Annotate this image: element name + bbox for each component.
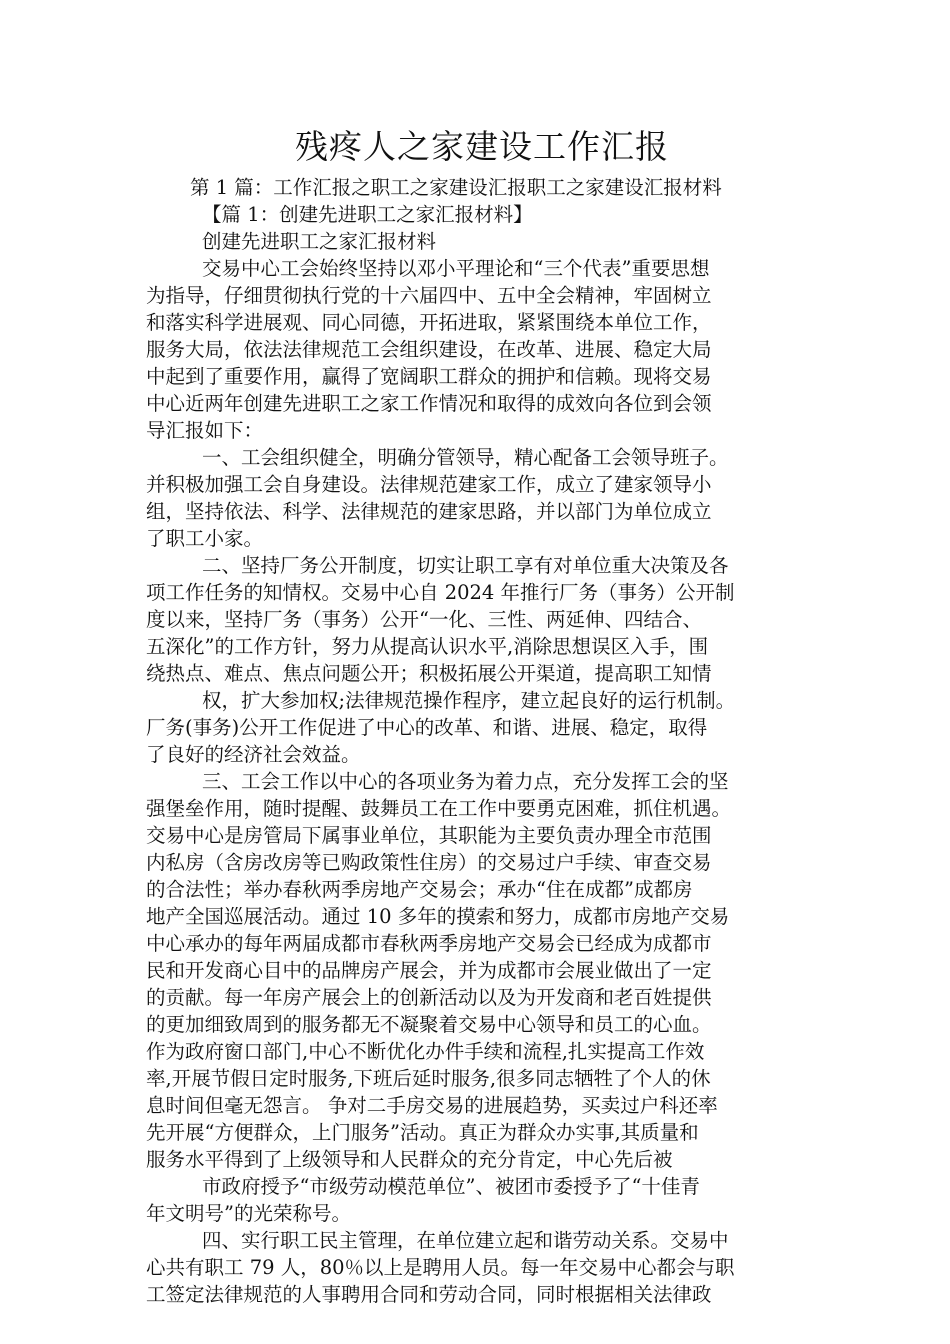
body-line: 中心承办的每年两届成都市春秋两季房地产交易会已经成为成都市 — [146, 932, 712, 955]
body-line: 年文明号”的光荣称号。 — [146, 1202, 351, 1225]
body-line: 先开展“方便群众，上门服务”活动。真正为群众办实事,其质量和 — [146, 1121, 699, 1144]
body-line: 权，扩大参加权;法律规范操作程序，建立起良好的运行机制。 — [202, 689, 736, 712]
body-line: 工签定法律规范的人事聘用合同和劳动合同，同时根据相关法律政 — [146, 1283, 712, 1306]
body-line: 导汇报如下： — [146, 419, 264, 442]
body-line: 的贡献。每一年房产展会上的创新活动以及为开发商和老百姓提供 — [146, 986, 712, 1009]
body-line: 心共有职工 79 人，80％以上是聘用人员。每一年交易中心都会与职 — [146, 1256, 735, 1279]
body-line: 并积极加强工会自身建设。法律规范建家工作，成立了建家领导小 — [146, 473, 712, 496]
body-line: 率,开展节假日定时服务,下班后延时服务,很多同志牺牲了个人的休 — [146, 1067, 711, 1090]
body-line: 中起到了重要作用，赢得了宽阔职工群众的拥护和信赖。现将交易 — [146, 365, 712, 388]
body-line: 市政府授予“市级劳动模范单位”、被团市委授予了“十佳青 — [202, 1175, 700, 1198]
document-subtitle: 第 1 篇：工作汇报之职工之家建设汇报职工之家建设汇报材料 — [190, 176, 722, 199]
body-line: 厂务(事务)公开工作促进了中心的改革、和谐、进展、稳定，取得 — [146, 716, 708, 739]
body-line: 内私房（含房改房等已购政策性住房）的交易过户手续、审查交易 — [146, 851, 712, 874]
body-line: 服务大局，依法法律规范工会组织建设，在改革、进展、稳定大局 — [146, 338, 712, 361]
body-line: 的更加细致周到的服务都无不凝聚着交易中心领导和员工的心血。 — [146, 1013, 712, 1036]
body-text — [146, 255, 810, 1308]
body-line: 组，坚持依法、科学、法律规范的建家思路，并以部门为单位成立 — [146, 500, 712, 523]
body-line: 二、坚持厂务公开制度，切实让职工享有对单位重大决策及各 — [202, 554, 729, 577]
body-line: 绕热点、难点、焦点问题公开；积极拓展公开渠道，提高职工知情 — [146, 662, 712, 685]
body-line: 为指导，仔细贯彻执行党的十六届四中、五中全会精神，牢固树立 — [146, 284, 712, 307]
body-line: 民和开发商心目中的品牌房产展会，并为成都市会展业做出了一定 — [146, 959, 712, 982]
body-line: 一、工会组织健全，明确分管领导，精心配备工会领导班子。 — [202, 446, 729, 469]
body-line: 了职工小家。 — [146, 527, 264, 550]
body-line: 项工作任务的知情权。交易中心自 2024 年推行厂务（事务）公开制 — [146, 581, 735, 604]
body-line: 中心近两年创建先进职工之家工作情况和取得的成效向各位到会领 — [146, 392, 712, 415]
body-line: 三、工会工作以中心的各项业务为着力点，充分发挥工会的坚 — [202, 770, 729, 793]
body-line: 了良好的经济社会效益。 — [146, 743, 361, 766]
body-line: 服务水平得到了上级领导和人民群众的充分肯定，中心先后被 — [146, 1148, 673, 1171]
body-line: 强堡垒作用，随时提醒、鼓舞员工在工作中要勇克困难，抓住机遇。 — [146, 797, 732, 820]
body-line: 地产全国巡展活动。通过 10 多年的摸索和努力，成都市房地产交易 — [146, 905, 730, 928]
document-page — [146, 120, 810, 1308]
body-line: 交易中心是房管局下属事业单位，其职能为主要负责办理全市范围 — [146, 824, 712, 847]
section-heading: 创建先进职工之家汇报材料 — [202, 230, 437, 253]
body-line: 和落实科学进展观、同心同德，开拓进取，紧紧围绕本单位工作， — [146, 311, 712, 334]
body-line: 作为政府窗口部门,中心不断优化办件手续和流程,扎实提高工作效 — [146, 1040, 705, 1063]
body-line: 五深化”的工作方针，努力从提高认识水平,消除思想误区入手，围 — [146, 635, 709, 658]
body-line: 度以来，坚持厂务（事务）公开“一化、三性、两延伸、四结合、 — [146, 608, 702, 631]
section-tag: 【篇 1：创建先进职工之家汇报材料】 — [202, 203, 533, 226]
body-line: 交易中心工会始终坚持以邓小平理论和“三个代表”重要思想 — [202, 257, 710, 280]
document-title: 残疼人之家建设工作汇报 — [295, 127, 669, 166]
body-line: 的合法性；举办春秋两季房地产交易会；承办“住在成都”成都房 — [146, 878, 693, 901]
body-line: 四、实行职工民主管理，在单位建立起和谐劳动关系。交易中 — [202, 1229, 729, 1252]
body-line: 息时间但毫无怨言。 争对二手房交易的进展趋势，买卖过户科还率 — [146, 1094, 718, 1117]
